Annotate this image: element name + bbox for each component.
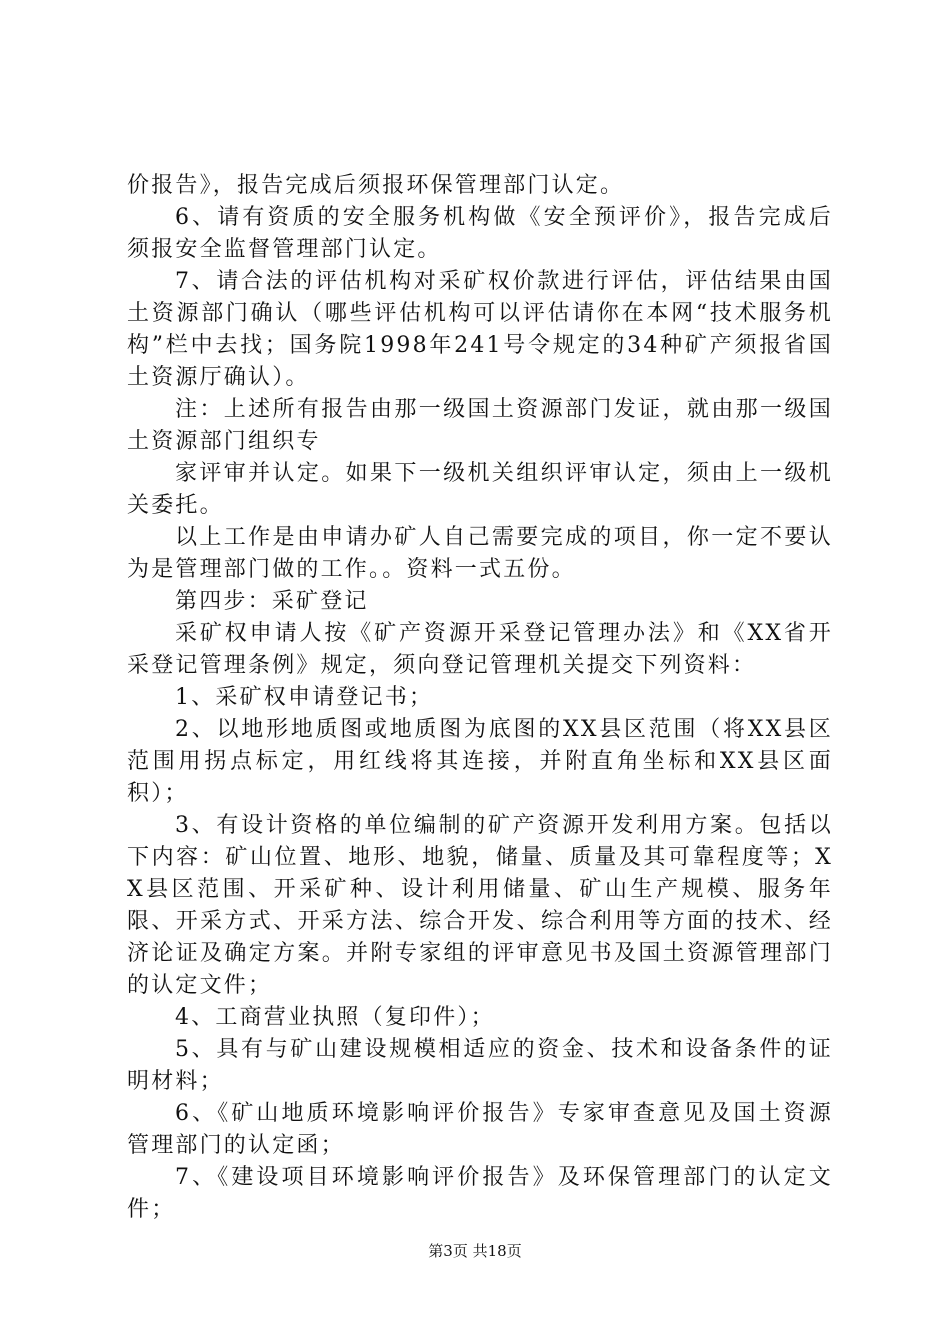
list-item-5: 5、具有与矿山建设规模相适应的资金、技术和设备条件的证明材料； — [127, 1037, 833, 1094]
list-item-2: 2、以地形地质图或地质图为底图的XX县区范围（将XX县区范围用拐点标定，用红线将其连接，并附直角坐标和XX县区面积）； — [127, 717, 833, 806]
paragraph-8: 采矿权申请人按《矿产资源开采登记管理办法》和《XX省开采登记管理条例》规定，须向登记管理机关提交下列资料： — [127, 621, 833, 678]
paragraph-2: 6、请有资质的安全服务机构做《安全预评价》，报告完成后须报安全监督管理部门认定。 — [127, 205, 833, 262]
section-heading: 第四步：采矿登记 — [175, 589, 369, 614]
list-item-7: 7、《建设项目环境影响评价报告》及环保管理部门的认定文件； — [127, 1165, 833, 1222]
paragraph-6: 以上工作是由申请办矿人自己需要完成的项目，你一定不要认为是管理部门做的工作。。资料一式五份。 — [127, 525, 833, 582]
paragraph-1: 价报告》，报告完成后须报环保管理部门认定。 — [127, 173, 625, 198]
document-body — [127, 170, 833, 1226]
page-footer: 第3页 共18页 — [428, 1242, 522, 1260]
list-item-4: 4、工商营业执照（复印件）； — [175, 1005, 495, 1030]
paragraph-5: 家评审并认定。如果下一级机关组织评审认定，须由上一级机关委托。 — [127, 461, 833, 518]
list-item-6: 6、《矿山地质环境影响评价报告》专家审查意见及国土资源管理部门的认定函； — [127, 1101, 833, 1158]
list-item-1: 1、采矿权申请登记书； — [175, 685, 434, 710]
list-item-3: 3、有设计资格的单位编制的矿产资源开发利用方案。包括以下内容：矿山位置、地形、地貌，储量、质量及其可靠程度等；XX县区范围、开采矿种、设计利用储量、矿山生产规模、服务年限、开采方式、开采方法、综合开发、综合利用等方面的技术、经济论证及确定方案。并附专家组的评审意见书及国土资源管理部门的认定文件； — [127, 813, 833, 998]
paragraph-4: 注：上述所有报告由那一级国土资源部门发证，就由那一级国土资源部门组织专 — [127, 397, 833, 454]
paragraph-3: 7、请合法的评估机构对采矿权价款进行评估，评估结果由国土资源部门确认（哪些评估机构可以评估请你在本网“技术服务机构”栏中去找；国务院1998年241号令规定的34种矿产须报省国土资源厅确认）。 — [127, 269, 833, 390]
